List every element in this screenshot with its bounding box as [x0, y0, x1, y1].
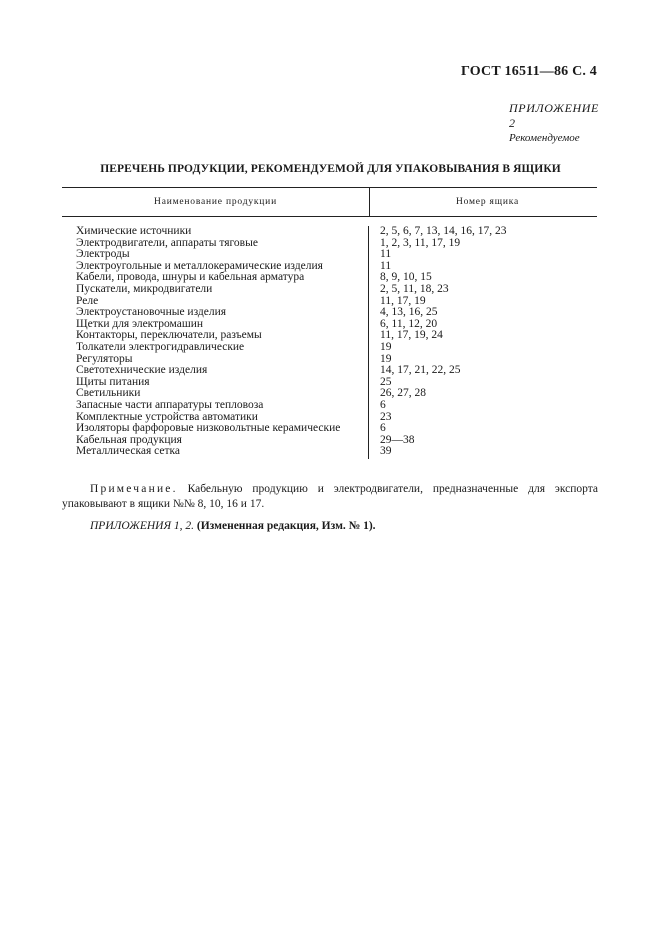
product-name-cell: Светотехнические изделия: [76, 364, 208, 377]
product-name-cell: Кабели, провода, шнуры и кабельная арматура: [76, 271, 305, 284]
header-product-name: Наименование продукции: [62, 188, 370, 216]
box-number-cell: 23: [380, 410, 392, 423]
box-number-cell: 11, 17, 19: [380, 294, 426, 307]
product-name-cell: Химические источники: [76, 225, 192, 237]
revision-note: [90, 520, 376, 532]
product-name-cell: Реле: [76, 294, 99, 307]
box-number-cell: 25: [380, 375, 392, 388]
product-name-cell: Контакторы, переключатели, разъемы: [76, 329, 262, 342]
box-number-cell: 6: [380, 422, 386, 435]
box-number-cell: 39: [380, 445, 392, 458]
table-header: [62, 188, 597, 216]
product-name-cell: Электроугольные и металлокерамические изделия: [76, 259, 323, 272]
box-number-cell: 6, 11, 12, 20: [380, 317, 438, 330]
box-number-cell: 29—38: [380, 433, 415, 446]
product-name-cell: Кабельная продукция: [76, 433, 182, 446]
document-code: ГОСТ 16511—86 С. 4: [460, 64, 597, 79]
product-name-cell: Металлическая сетка: [76, 445, 181, 458]
box-number-cell: 11, 17, 19, 24: [380, 329, 443, 342]
revision-text: (Измененная редакция, Изм. № 1).: [196, 520, 376, 532]
note-text: Кабельную продукцию и электродвигатели, предназначенные для экспорта упаковывают в ящики №№ 8, 10, 16 и 17.: [62, 483, 598, 510]
box-number-cell: 19: [380, 340, 392, 353]
revision-appendix-ref: ПРИЛОЖЕНИЯ 1, 2.: [90, 520, 195, 532]
header-box-number: Номер ящика: [455, 197, 520, 207]
document-title: ПЕРЕЧЕНЬ ПРОДУКЦИИ, РЕКОМЕНДУЕМОЙ ДЛЯ УПАКОВЫВАНИЯ В ЯЩИКИ: [100, 163, 561, 175]
box-number-cell: 26, 27, 28: [380, 387, 426, 400]
product-name-cell: Электродвигатели, аппараты тяговые: [76, 236, 258, 249]
box-number-cell: 1, 2, 3, 11, 17, 19: [380, 236, 461, 249]
product-name-cell: Регуляторы: [76, 352, 133, 365]
appendix-subtitle: Рекомендуемое: [509, 132, 580, 144]
box-number-cell: 2, 5, 6, 7, 13, 14, 16, 17, 23: [380, 225, 507, 237]
product-name-cell: Электроустановочные изделия: [76, 306, 227, 319]
product-table: [62, 187, 597, 459]
box-number-cell: 6: [380, 398, 386, 411]
table-body: [62, 217, 597, 459]
product-name-cell: Светильники: [76, 387, 141, 400]
box-number-cell: 4, 13, 16, 25: [380, 306, 438, 319]
product-name-cell: Запасные части аппаратуры тепловоза: [76, 398, 264, 411]
product-name-cell: Щиты питания: [76, 375, 150, 388]
product-name-cell: Изоляторы фарфоровые низковольтные керамические: [76, 422, 341, 435]
product-name-cell: Электроды: [76, 248, 130, 261]
box-number-cell: 11: [380, 259, 392, 272]
product-name-cell: Пускатели, микродвигатели: [76, 282, 213, 295]
box-number-cell: 11: [380, 248, 392, 261]
box-number-cell: 2, 5, 11, 18, 23: [380, 282, 449, 295]
note-paragraph: [62, 482, 598, 512]
product-name-cell: Щетки для электромашин: [76, 317, 204, 330]
appendix-title: ПРИЛОЖЕНИЕ 2: [509, 101, 599, 130]
product-name-cell: Толкатели электрогидравлические: [76, 340, 245, 353]
box-number-cell: 8, 9, 10, 15: [380, 271, 432, 284]
box-number-cell: 14, 17, 21, 22, 25: [380, 364, 461, 377]
box-number-column: [369, 226, 597, 459]
product-name-cell: Комплектные устройства автоматики: [76, 410, 258, 423]
appendix-label: [509, 101, 599, 144]
product-name-column: [62, 226, 369, 459]
note-label: Примечание.: [90, 483, 178, 495]
box-number-cell: 19: [380, 352, 392, 365]
